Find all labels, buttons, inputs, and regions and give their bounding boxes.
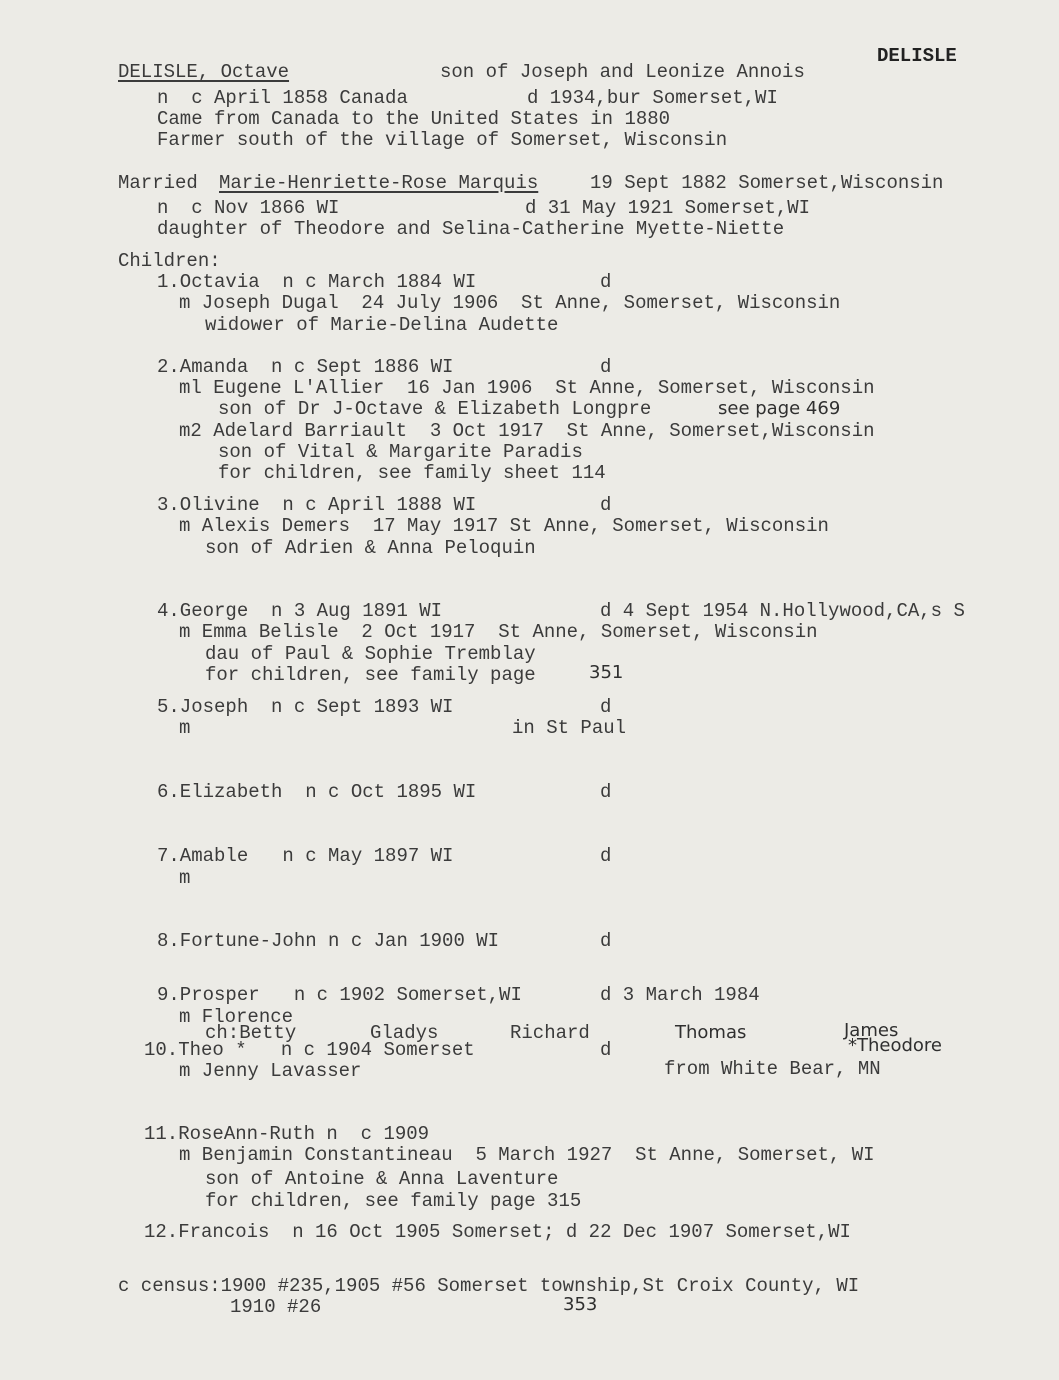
- subject-birth: n c April 1858 Canada: [157, 87, 408, 109]
- child-4-marriage: m Emma Belisle 2 Oct 1917 St Anne, Somerset, Wisconsin: [179, 621, 818, 643]
- child-8-birth: 8.Fortune-John n c Jan 1900 WI: [157, 930, 500, 952]
- subject-death: d 1934,bur Somerset,WI: [527, 87, 778, 109]
- child-1-birth: 1.Octavia n c March 1884 WI: [157, 271, 477, 293]
- subject-parents: son of Joseph and Leonize Annois: [440, 61, 805, 83]
- child-2-marriage-1: ml Eugene L'Allier 16 Jan 1906 St Anne, Somerset, Wisconsin: [179, 377, 875, 399]
- child-2-marriage-1-note: son of Dr J-Octave & Elizabeth Longpre: [218, 398, 652, 420]
- child-11-marriage-ref: for children, see family page 315: [205, 1190, 582, 1212]
- child-9-child-james: James: [844, 1020, 899, 1041]
- child-2-marriage-2: m2 Adelard Barriault 3 Oct 1917 St Anne, Somerset,Wisconsin: [179, 420, 875, 442]
- child-5-death: d: [600, 696, 612, 718]
- subject-name: DELISLE, Octave: [118, 61, 290, 83]
- child-3-death: d: [600, 494, 612, 516]
- child-7-marriage: m: [179, 867, 191, 889]
- subject-occupation: Farmer south of the village of Somerset, Wisconsin: [157, 129, 728, 151]
- child-1-death: d: [600, 271, 612, 293]
- child-2-death: d: [600, 356, 612, 378]
- child-10-marriage: m Jenny Lavasser: [179, 1060, 362, 1082]
- child-5-marriage-place: in St Paul: [512, 717, 627, 739]
- child-7-birth: 7.Amable n c May 1897 WI: [157, 845, 454, 867]
- child-3-birth: 3.Olivine n c April 1888 WI: [157, 494, 477, 516]
- census-line-1: c census:1900 #235,1905 #56 Somerset township,St Croix County, WI: [118, 1275, 860, 1297]
- child-9-marriage: m Florence: [179, 1006, 294, 1028]
- child-3-marriage-note: son of Adrien & Anna Peloquin: [205, 537, 536, 559]
- marriage-label: Married: [118, 172, 198, 194]
- child-9-child-richard: Richard: [510, 1022, 590, 1044]
- child-9-children-origin: from White Bear, MN: [664, 1058, 881, 1080]
- child-11-marriage-note: son of Antoine & Anna Laventure: [205, 1168, 559, 1190]
- children-label: Children:: [118, 250, 221, 272]
- spouse-parents: daughter of Theodore and Selina-Catherine Myette-Niette: [157, 218, 785, 240]
- child-5-marriage: m: [179, 717, 191, 739]
- child-3-marriage: m Alexis Demers 17 May 1917 St Anne, Somerset, Wisconsin: [179, 515, 829, 537]
- child-11-birth: 11.RoseAnn-Ruth n c 1909: [144, 1123, 430, 1145]
- child-11-marriage: m Benjamin Constantineau 5 March 1927 St Anne, Somerset, WI: [179, 1144, 875, 1166]
- child-2-birth: 2.Amanda n c Sept 1886 WI: [157, 356, 454, 378]
- marriage-details: 19 Sept 1882 Somerset,Wisconsin: [590, 172, 944, 194]
- page-number: 353: [563, 1294, 598, 1315]
- child-4-death: d 4 Sept 1954 N.Hollywood,CA,s S: [600, 600, 965, 622]
- child-4-marriage-note: dau of Paul & Sophie Tremblay: [205, 643, 536, 665]
- child-9-child-thomas: Thomas: [675, 1022, 747, 1043]
- spouse-name: Marie-Henriette-Rose Marquis: [219, 172, 539, 194]
- child-2-marriage-2-note: son of Vital & Margarite Paradis: [218, 441, 583, 463]
- spouse-birth: n c Nov 1866 WI: [157, 197, 340, 219]
- child-12-line: 12.Francois n 16 Oct 1905 Somerset; d 22 Dec 1907 Somerset,WI: [144, 1221, 851, 1243]
- child-1-marriage: m Joseph Dugal 24 July 1906 St Anne, Somerset, Wisconsin: [179, 292, 841, 314]
- child-5-birth: 5.Joseph n c Sept 1893 WI: [157, 696, 454, 718]
- child-6-death: d: [600, 781, 612, 803]
- surname-tag: DELISLE: [877, 45, 957, 67]
- child-9-child-gladys: Gladys: [370, 1022, 439, 1044]
- child-9-birth: 9.Prosper n c 1902 Somerset,WI: [157, 984, 522, 1006]
- child-10-death: d: [600, 1039, 612, 1061]
- census-line-2: 1910 #26: [230, 1296, 322, 1318]
- child-7-death: d: [600, 845, 612, 867]
- spouse-death: d 31 May 1921 Somerset,WI: [525, 197, 811, 219]
- child-10-birth: 10.Theo * n c 1904 Somerset: [144, 1039, 475, 1061]
- child-9-child-theodore: *Theodore: [848, 1035, 943, 1056]
- child-4-ref-page: 351: [589, 662, 624, 683]
- child-4-birth: 4.George n 3 Aug 1891 WI: [157, 600, 443, 622]
- child-6-birth: 6.Elizabeth n c Oct 1895 WI: [157, 781, 477, 803]
- subject-immigration: Came from Canada to the United States in 1880: [157, 108, 671, 130]
- child-8-death: d: [600, 930, 612, 952]
- child-9-child-betty: ch:Betty: [205, 1022, 297, 1044]
- child-4-marriage-ref: for children, see family page: [205, 664, 536, 686]
- child-2-marriage-2-ref: for children, see family sheet 114: [218, 462, 606, 484]
- child-1-marriage-note: widower of Marie-Delina Audette: [205, 314, 559, 336]
- child-2-marriage-1-ref: see page 469: [718, 398, 841, 419]
- child-9-death: d 3 March 1984: [600, 984, 760, 1006]
